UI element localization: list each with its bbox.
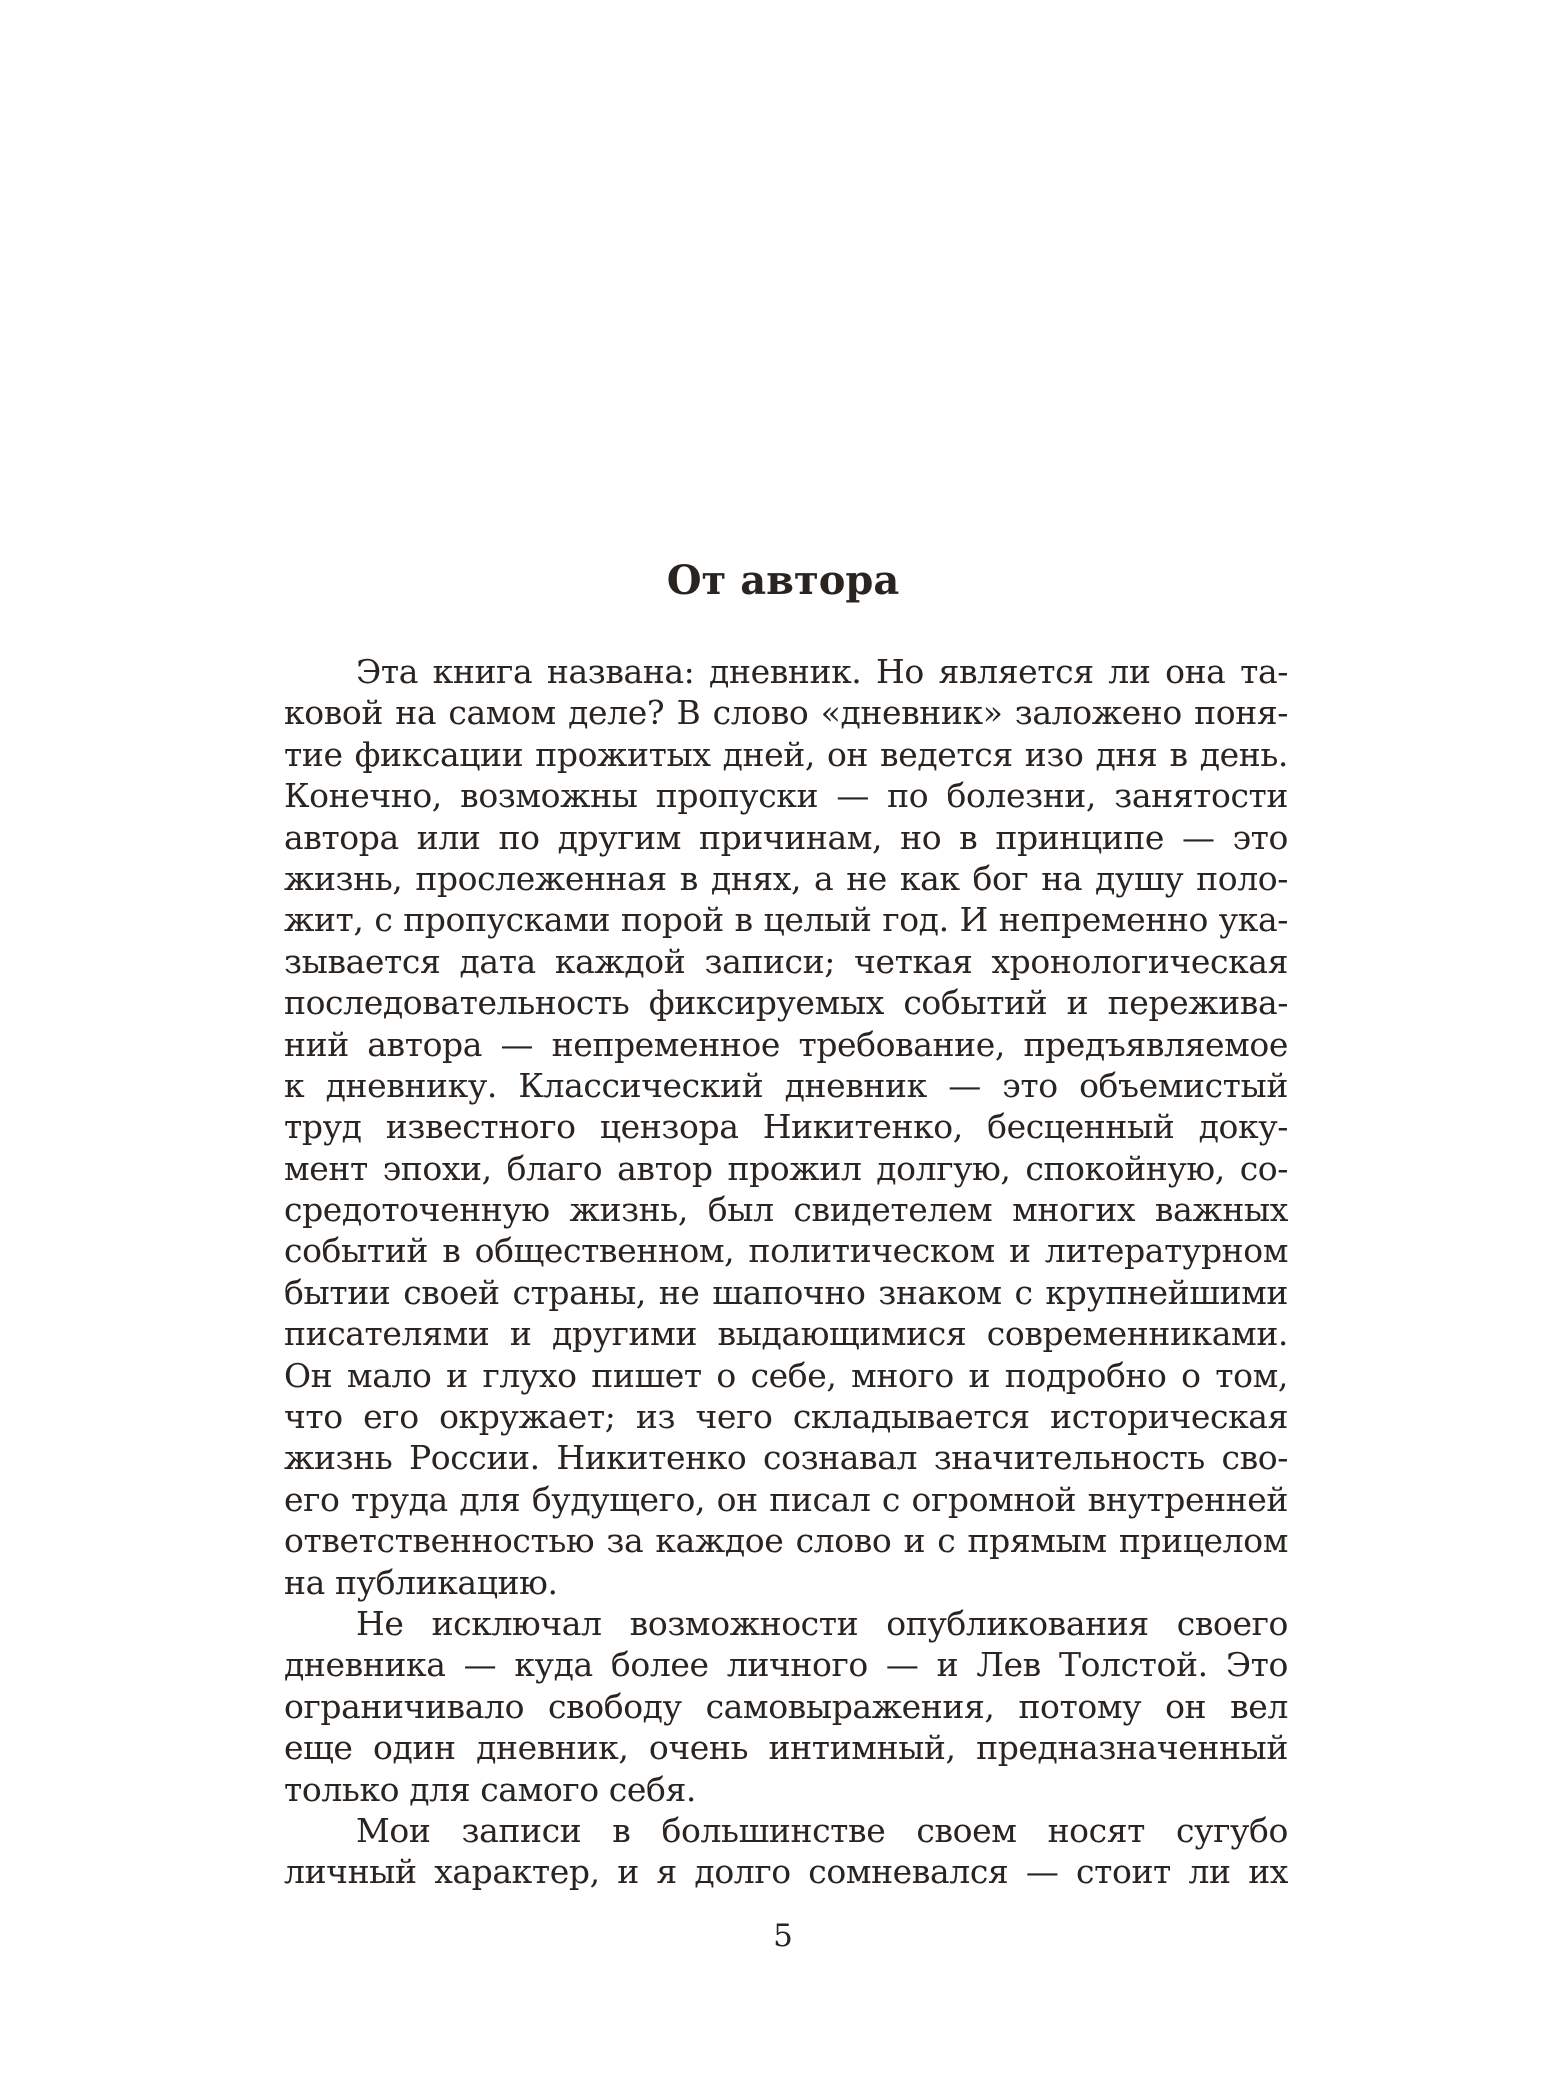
text-line: ний автора — непременное требование, предъявляемое [284, 1024, 1288, 1064]
text-line: писателями и другими выдающимися современниками. [284, 1314, 1288, 1354]
text-line: труд известного цензора Никитенко, бесценный доку- [284, 1107, 1288, 1147]
text-line: еще один дневник, очень интимный, предназначенный [284, 1728, 1288, 1768]
text-line: к дневнику. Классический дневник — это объемистый [284, 1065, 1288, 1105]
text-line: только для самого себя. [284, 1769, 696, 1809]
text-line: ограничивало свободу самовыражения, потому он вел [284, 1686, 1288, 1726]
text-line: на публикацию. [284, 1562, 558, 1602]
text-line: Эта книга названа: дневник. Но является ли она та- [356, 652, 1288, 691]
text-line: личный характер, и я долго сомневался — стоит ли их [284, 1852, 1288, 1892]
text-line: жит, с пропусками порой в целый год. И непременно ука- [284, 900, 1288, 940]
text-line: последовательность фиксируемых событий и пережива- [284, 983, 1288, 1023]
text-line: бытии своей страны, не шапочно знаком с крупнейшими [284, 1272, 1288, 1312]
text-line: зывается дата каждой записи; четкая хронологическая [284, 941, 1288, 981]
text-line: автора или по другим причинам, но в принципе — это [284, 817, 1288, 857]
text-line: ответственностью за каждое слово и с прямым прицелом [284, 1521, 1288, 1561]
text-line: ковой на самом деле? В слово «дневник» заложено поня- [284, 693, 1288, 733]
text-line: средоточенную жизнь, был свидетелем многих важных [284, 1190, 1288, 1230]
page-number: 5 [773, 1918, 793, 1954]
text-line: Мои записи в большинстве своем носят сугубо [356, 1810, 1288, 1850]
text-line: Не исключал возможности опубликования своего [356, 1603, 1288, 1643]
text-line: тие фиксации прожитых дней, он ведется изо дня в день. [284, 734, 1288, 774]
text-line: дневника — куда более личного — и Лев Толстой. Это [284, 1645, 1288, 1685]
text-line: что его окружает; из чего складывается историческая [284, 1397, 1288, 1437]
text-line: жизнь, прослеженная в днях, а не как бог на душу поло- [284, 858, 1288, 898]
body-text [284, 651, 1288, 1893]
text-line: событий в общественном, политическом и литературном [284, 1231, 1288, 1271]
text-line: его труда для будущего, он писал с огромной внутренней [284, 1479, 1288, 1519]
page-title: От автора [666, 557, 900, 604]
text-line: Конечно, возможны пропуски — по болезни, занятости [284, 776, 1288, 816]
text-line: Он мало и глухо пишет о себе, много и подробно о том, [284, 1355, 1288, 1395]
text-line: жизнь России. Никитенко сознавал значительность сво- [284, 1438, 1288, 1478]
text-line: мент эпохи, благо автор прожил долгую, спокойную, со- [284, 1148, 1288, 1188]
